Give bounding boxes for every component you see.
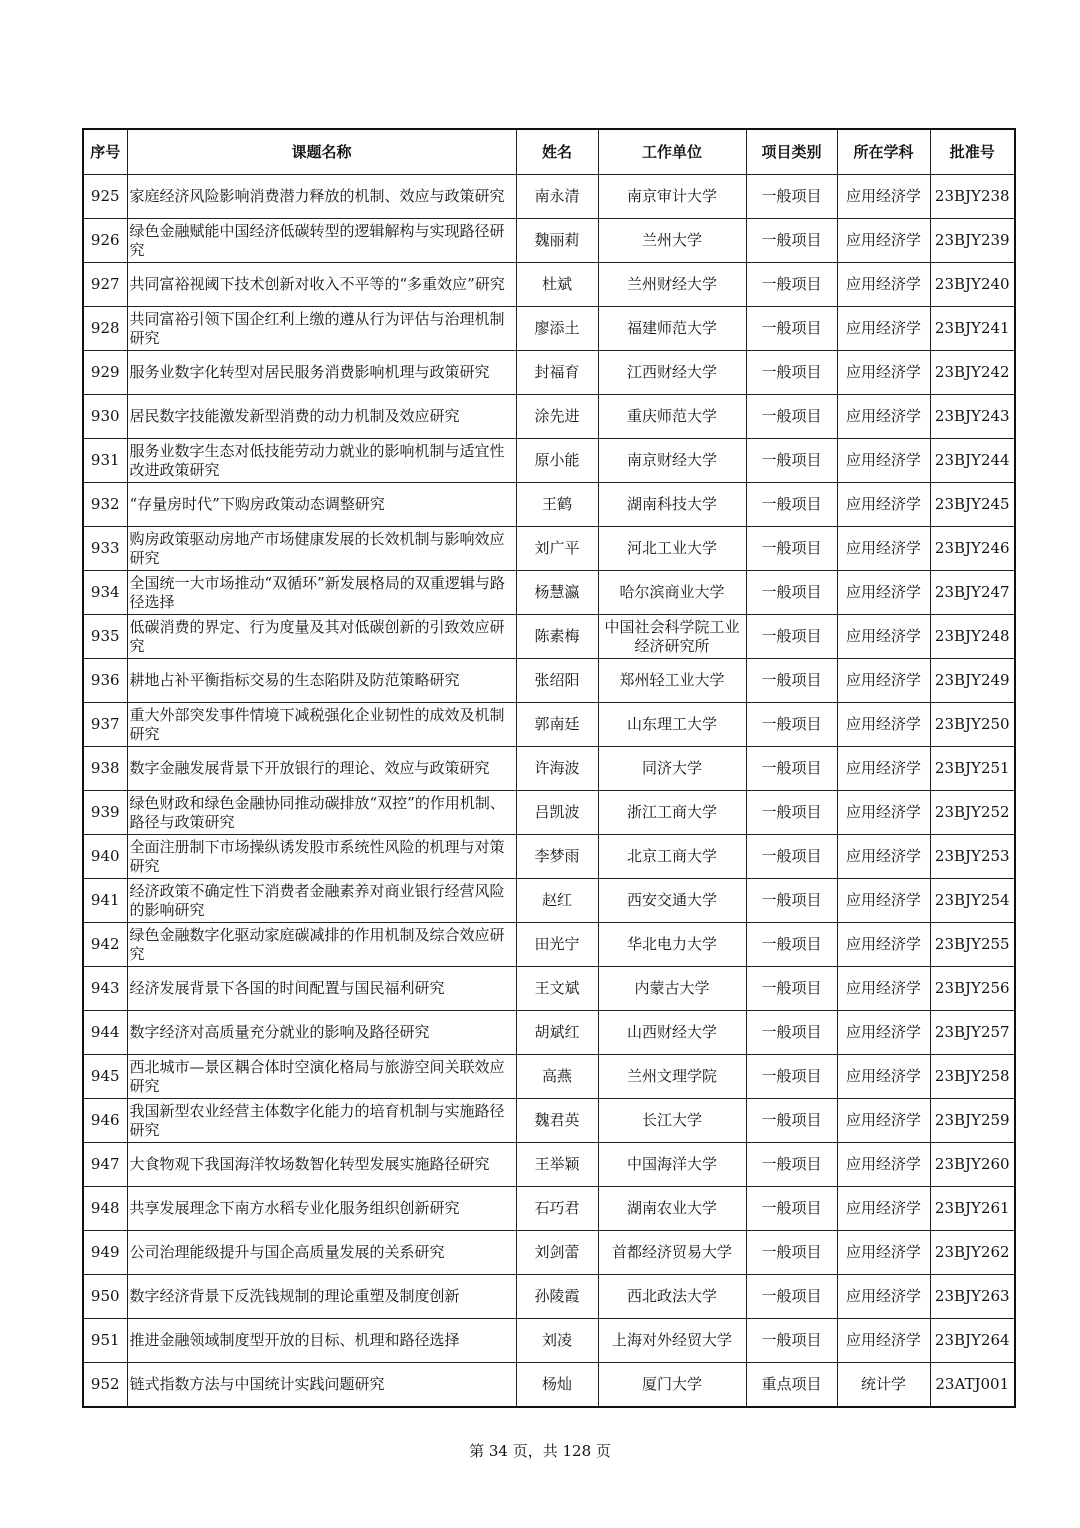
table-row [83,527,1015,571]
cell-title: 大食物观下我国海洋牧场数智化转型发展实施路径研究 [127,1143,516,1187]
cell-discipline: 应用经济学 [837,395,930,439]
cell-serial: 951 [83,1319,127,1363]
cell-name: 高燕 [516,1055,598,1099]
cell-title: 公司治理能级提升与国企高质量发展的关系研究 [127,1231,516,1275]
cell-serial: 935 [83,615,127,659]
cell-code: 23BJY261 [930,1187,1015,1231]
cell-serial: 928 [83,307,127,351]
cell-title: 购房政策驱动房地产市场健康发展的长效机制与影响效应研究 [127,527,516,571]
cell-name: 王举颖 [516,1143,598,1187]
table-row [83,439,1015,483]
cell-serial: 936 [83,659,127,703]
cell-discipline: 应用经济学 [837,571,930,615]
cell-name: 吕凯波 [516,791,598,835]
cell-name: 田光宁 [516,923,598,967]
projects-table [82,128,1016,1408]
cell-name: 刘凌 [516,1319,598,1363]
cell-code: 23BJY241 [930,307,1015,351]
table-row [83,1363,1015,1408]
cell-code: 23BJY244 [930,439,1015,483]
cell-category: 一般项目 [746,615,837,659]
cell-code: 23BJY250 [930,703,1015,747]
cell-serial: 925 [83,175,127,219]
cell-category: 一般项目 [746,1011,837,1055]
cell-serial: 946 [83,1099,127,1143]
cell-serial: 933 [83,527,127,571]
cell-unit: 华北电力大学 [598,923,746,967]
cell-title: 共享发展理念下南方水稻专业化服务组织创新研究 [127,1187,516,1231]
cell-discipline: 应用经济学 [837,1275,930,1319]
cell-unit: 江西财经大学 [598,351,746,395]
header-serial: 序号 [83,129,127,175]
cell-category: 一般项目 [746,967,837,1011]
cell-serial: 930 [83,395,127,439]
cell-name: 刘剑蕾 [516,1231,598,1275]
cell-discipline: 应用经济学 [837,791,930,835]
cell-unit: 厦门大学 [598,1363,746,1408]
table-row [83,923,1015,967]
table-row [83,1099,1015,1143]
table-row [83,1055,1015,1099]
page-footer: 第 34 页，共 128 页 [469,1442,611,1460]
cell-discipline: 应用经济学 [837,263,930,307]
table-row [83,703,1015,747]
cell-title: 居民数字技能激发新型消费的动力机制及效应研究 [127,395,516,439]
cell-serial: 931 [83,439,127,483]
cell-unit: 西安交通大学 [598,879,746,923]
cell-title: 低碳消费的界定、行为度量及其对低碳创新的引致效应研究 [127,615,516,659]
cell-category: 一般项目 [746,307,837,351]
cell-name: 封福育 [516,351,598,395]
cell-serial: 948 [83,1187,127,1231]
cell-code: 23BJY255 [930,923,1015,967]
cell-discipline: 应用经济学 [837,1187,930,1231]
header-title: 课题名称 [127,129,516,175]
cell-discipline: 应用经济学 [837,1231,930,1275]
cell-category: 一般项目 [746,835,837,879]
cell-category: 一般项目 [746,1099,837,1143]
cell-title: 经济发展背景下各国的时间配置与国民福利研究 [127,967,516,1011]
cell-unit: 重庆师范大学 [598,395,746,439]
cell-category: 一般项目 [746,1055,837,1099]
cell-serial: 950 [83,1275,127,1319]
cell-name: 涂先进 [516,395,598,439]
header-code: 批准号 [930,129,1015,175]
cell-code: 23BJY258 [930,1055,1015,1099]
cell-discipline: 应用经济学 [837,1319,930,1363]
header-name: 姓名 [516,129,598,175]
cell-title: 链式指数方法与中国统计实践问题研究 [127,1363,516,1408]
cell-serial: 932 [83,483,127,527]
cell-discipline: 应用经济学 [837,615,930,659]
cell-serial: 947 [83,1143,127,1187]
cell-category: 一般项目 [746,527,837,571]
cell-category: 一般项目 [746,1231,837,1275]
table-row [83,615,1015,659]
cell-discipline: 应用经济学 [837,439,930,483]
cell-discipline: 应用经济学 [837,307,930,351]
cell-category: 一般项目 [746,791,837,835]
cell-title: 绿色财政和绿色金融协同推动碳排放“双控”的作用机制、路径与政策研究 [127,791,516,835]
cell-name: 胡斌红 [516,1011,598,1055]
cell-unit: 浙江工商大学 [598,791,746,835]
cell-serial: 941 [83,879,127,923]
cell-name: 郭南廷 [516,703,598,747]
table-row [83,1187,1015,1231]
cell-discipline: 应用经济学 [837,175,930,219]
table-row [83,395,1015,439]
cell-discipline: 应用经济学 [837,219,930,263]
table-row [83,219,1015,263]
cell-discipline: 应用经济学 [837,923,930,967]
table-row [83,1011,1015,1055]
cell-code: 23BJY248 [930,615,1015,659]
cell-code: 23BJY254 [930,879,1015,923]
cell-title: 耕地占补平衡指标交易的生态陷阱及防范策略研究 [127,659,516,703]
cell-category: 一般项目 [746,351,837,395]
cell-unit: 山西财经大学 [598,1011,746,1055]
cell-title: “存量房时代”下购房政策动态调整研究 [127,483,516,527]
cell-unit: 郑州轻工业大学 [598,659,746,703]
cell-discipline: 应用经济学 [837,1143,930,1187]
cell-unit: 南京审计大学 [598,175,746,219]
cell-title: 服务业数字生态对低技能劳动力就业的影响机制与适宜性改进政策研究 [127,439,516,483]
cell-unit: 南京财经大学 [598,439,746,483]
cell-name: 原小能 [516,439,598,483]
cell-code: 23BJY242 [930,351,1015,395]
cell-code: 23BJY263 [930,1275,1015,1319]
cell-name: 张绍阳 [516,659,598,703]
cell-name: 孙陵霞 [516,1275,598,1319]
cell-name: 杨慧瀛 [516,571,598,615]
cell-discipline: 应用经济学 [837,879,930,923]
cell-code: 23BJY247 [930,571,1015,615]
cell-title: 数字金融发展背景下开放银行的理论、效应与政策研究 [127,747,516,791]
cell-title: 西北城市—景区耦合体时空演化格局与旅游空间关联效应研究 [127,1055,516,1099]
cell-serial: 945 [83,1055,127,1099]
header-discipline: 所在学科 [837,129,930,175]
table-row [83,747,1015,791]
cell-discipline: 应用经济学 [837,1099,930,1143]
cell-code: 23ATJ001 [930,1363,1015,1408]
cell-code: 23BJY256 [930,967,1015,1011]
cell-unit: 北京工商大学 [598,835,746,879]
cell-unit: 西北政法大学 [598,1275,746,1319]
cell-serial: 939 [83,791,127,835]
cell-category: 一般项目 [746,571,837,615]
cell-unit: 兰州文理学院 [598,1055,746,1099]
cell-code: 23BJY243 [930,395,1015,439]
cell-serial: 952 [83,1363,127,1408]
cell-category: 一般项目 [746,219,837,263]
cell-category: 一般项目 [746,439,837,483]
cell-name: 魏丽莉 [516,219,598,263]
cell-title: 全国统一大市场推动“双循环”新发展格局的双重逻辑与路径选择 [127,571,516,615]
cell-name: 许海波 [516,747,598,791]
table-row [83,835,1015,879]
cell-name: 魏君英 [516,1099,598,1143]
cell-title: 全面注册制下市场操纵诱发股市系统性风险的机理与对策研究 [127,835,516,879]
cell-discipline: 应用经济学 [837,967,930,1011]
cell-title: 绿色金融赋能中国经济低碳转型的逻辑解构与实现路径研究 [127,219,516,263]
cell-serial: 942 [83,923,127,967]
cell-name: 李梦雨 [516,835,598,879]
cell-title: 共同富裕视阈下技术创新对收入不平等的“多重效应”研究 [127,263,516,307]
cell-unit: 首都经济贸易大学 [598,1231,746,1275]
cell-title: 共同富裕引领下国企红利上缴的遵从行为评估与治理机制研究 [127,307,516,351]
cell-category: 一般项目 [746,1143,837,1187]
cell-name: 赵红 [516,879,598,923]
cell-discipline: 应用经济学 [837,835,930,879]
table-row [83,791,1015,835]
cell-discipline: 应用经济学 [837,351,930,395]
cell-unit: 湖南农业大学 [598,1187,746,1231]
cell-name: 杨灿 [516,1363,598,1408]
cell-unit: 兰州财经大学 [598,263,746,307]
cell-code: 23BJY260 [930,1143,1015,1187]
cell-unit: 同济大学 [598,747,746,791]
cell-unit: 兰州大学 [598,219,746,263]
cell-serial: 937 [83,703,127,747]
cell-title: 服务业数字化转型对居民服务消费影响机理与政策研究 [127,351,516,395]
cell-title: 重大外部突发事件情境下减税强化企业韧性的成效及机制研究 [127,703,516,747]
cell-name: 南永清 [516,175,598,219]
cell-code: 23BJY253 [930,835,1015,879]
cell-serial: 940 [83,835,127,879]
cell-unit: 中国社会科学院工业经济研究所 [598,615,746,659]
cell-title: 数字经济对高质量充分就业的影响及路径研究 [127,1011,516,1055]
cell-code: 23BJY251 [930,747,1015,791]
cell-unit: 山东理工大学 [598,703,746,747]
cell-unit: 长江大学 [598,1099,746,1143]
cell-code: 23BJY257 [930,1011,1015,1055]
table-row [83,307,1015,351]
table-row [83,483,1015,527]
cell-code: 23BJY246 [930,527,1015,571]
cell-unit: 湖南科技大学 [598,483,746,527]
cell-name: 杜斌 [516,263,598,307]
table-row [83,967,1015,1011]
cell-serial: 944 [83,1011,127,1055]
header-unit: 工作单位 [598,129,746,175]
table-row [83,1231,1015,1275]
table-body [83,175,1015,1408]
cell-title: 数字经济背景下反洗钱规制的理论重塑及制度创新 [127,1275,516,1319]
table-row [83,879,1015,923]
cell-title: 家庭经济风险影响消费潜力释放的机制、效应与政策研究 [127,175,516,219]
table-row [83,1319,1015,1363]
cell-serial: 949 [83,1231,127,1275]
table-row [83,263,1015,307]
cell-code: 23BJY252 [930,791,1015,835]
cell-serial: 929 [83,351,127,395]
cell-title: 经济政策不确定性下消费者金融素养对商业银行经营风险的影响研究 [127,879,516,923]
table-row [83,1275,1015,1319]
cell-code: 23BJY245 [930,483,1015,527]
cell-title: 绿色金融数字化驱动家庭碳减排的作用机制及综合效应研究 [127,923,516,967]
cell-unit: 内蒙古大学 [598,967,746,1011]
cell-serial: 943 [83,967,127,1011]
cell-category: 一般项目 [746,879,837,923]
cell-code: 23BJY264 [930,1319,1015,1363]
table-header-row [83,129,1015,175]
cell-name: 刘广平 [516,527,598,571]
cell-name: 王文斌 [516,967,598,1011]
cell-category: 一般项目 [746,747,837,791]
cell-name: 王鹤 [516,483,598,527]
cell-category: 一般项目 [746,1187,837,1231]
cell-discipline: 应用经济学 [837,703,930,747]
cell-category: 一般项目 [746,395,837,439]
cell-category: 一般项目 [746,659,837,703]
cell-code: 23BJY239 [930,219,1015,263]
cell-category: 一般项目 [746,703,837,747]
cell-serial: 927 [83,263,127,307]
cell-unit: 福建师范大学 [598,307,746,351]
cell-unit: 中国海洋大学 [598,1143,746,1187]
cell-discipline: 应用经济学 [837,747,930,791]
header-category: 项目类别 [746,129,837,175]
cell-discipline: 应用经济学 [837,1011,930,1055]
table-row [83,659,1015,703]
cell-code: 23BJY249 [930,659,1015,703]
cell-category: 一般项目 [746,923,837,967]
table-row [83,175,1015,219]
cell-code: 23BJY262 [930,1231,1015,1275]
cell-name: 石巧君 [516,1187,598,1231]
cell-discipline: 应用经济学 [837,483,930,527]
cell-category: 一般项目 [746,1319,837,1363]
cell-unit: 哈尔滨商业大学 [598,571,746,615]
cell-title: 推进金融领域制度型开放的目标、机理和路径选择 [127,1319,516,1363]
cell-unit: 河北工业大学 [598,527,746,571]
cell-serial: 926 [83,219,127,263]
cell-name: 陈素梅 [516,615,598,659]
cell-serial: 938 [83,747,127,791]
cell-code: 23BJY259 [930,1099,1015,1143]
cell-name: 廖添土 [516,307,598,351]
cell-discipline: 统计学 [837,1363,930,1408]
cell-discipline: 应用经济学 [837,1055,930,1099]
table-row [83,1143,1015,1187]
cell-title: 我国新型农业经营主体数字化能力的培育机制与实施路径研究 [127,1099,516,1143]
cell-category: 一般项目 [746,1275,837,1319]
table-row [83,571,1015,615]
cell-serial: 934 [83,571,127,615]
cell-discipline: 应用经济学 [837,659,930,703]
cell-category: 一般项目 [746,263,837,307]
cell-unit: 上海对外经贸大学 [598,1319,746,1363]
cell-category: 一般项目 [746,175,837,219]
cell-discipline: 应用经济学 [837,527,930,571]
table-row [83,351,1015,395]
cell-code: 23BJY238 [930,175,1015,219]
cell-code: 23BJY240 [930,263,1015,307]
cell-category: 重点项目 [746,1363,837,1408]
cell-category: 一般项目 [746,483,837,527]
